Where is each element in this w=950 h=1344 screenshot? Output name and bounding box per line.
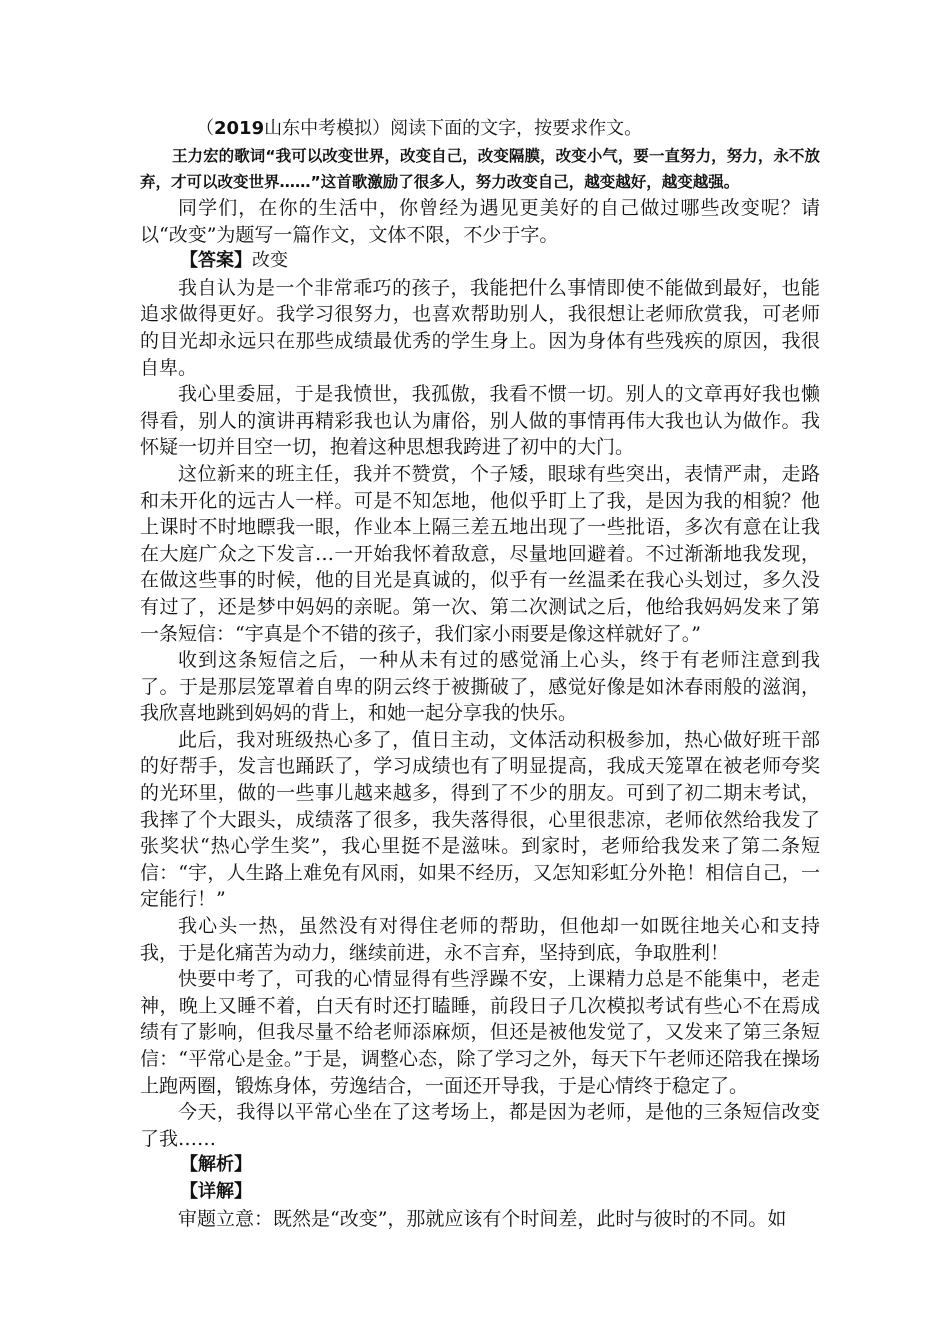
detail-label: 【详解】 xyxy=(180,1180,252,1202)
answer-label: 【答案】 xyxy=(180,250,252,272)
essay-paragraph: 此后，我对班级热心多了，值日主动，文体活动积极参加，热心做好班干部的好帮手，发言也踊跃了，学习成绩也有了明显提高，我成天笼罩在被老师夸奖的光环里，做的一些事儿越来越多，得到了不少的朋友。可到了初二期末考试，我摔了个大跟头，成绩落了很多，我失落得很，心里很悲凉，老师依然给我发了张奖状“热心学生奖”，我心里挺不是滋味。到家时，老师给我发来了第二条短信：“宇，人生路上难免有风雨，如果不经历，又怎知彩虹分外艳！相信自己，一定能行！” xyxy=(140,728,820,911)
essay-paragraph: 我自认为是一个非常乖巧的孩子，我能把什么事情即使不能做到最好，也能追求做得更好。我学习很努力，也喜欢帮助别人，我很想让老师欣赏我，可老师的目光却永远只在那些成绩最优秀的学生身上。因为身体有些残疾的原因，我很自卑。 xyxy=(140,276,820,379)
lyric-paragraph: 王力宏的歌词“我可以改变世界，改变自己，改变隔膜，改变小气，要一直努力，努力，永不放弃，才可以改变世界……”这首歌激励了很多人，努力改变自己，越变越好，越变越强。 xyxy=(140,147,820,191)
prompt-paragraph: 同学们，在你的生活中，你曾经为遇见更美好的自己做过哪些改变呢？请以“改变”为题写一篇作文，文体不限，不少于字。 xyxy=(140,197,820,246)
answer-heading xyxy=(140,248,820,275)
analysis-paragraph: 审题立意：既然是“改变”，那就应该有个时间差，此时与彼时的不同。如 xyxy=(178,1207,787,1230)
detail-heading xyxy=(140,1179,820,1206)
essay-paragraph: 收到这条短信之后，一种从未有过的感觉涌上心头，终于有老师注意到我了。于是那层笼罩着自卑的阴云终于被撕破了，感觉好像是如沐春雨般的滋润，我欣喜地跳到妈妈的背上，和她一起分享我的快乐。 xyxy=(140,649,820,725)
essay-paragraph: 这位新来的班主任，我并不赞赏，个子矮，眼球有些突出，表情严肃，走路和未开化的远古人一样。可是不知怎地，他似乎盯上了我，是因为我的相貌？他上课时不时地瞟我一眼，作业本上隔三差五地出现了一些批语，多次有意在让我在大庭广众之下发言…一开始我怀着敌意，尽量地回避着。不过渐渐地我发现，在做这些事的时候，他的目光是真诚的，似乎有一丝温柔在我心头划过，多久没有过了，还是梦中妈妈的亲昵。第一次、第二次测试之后，他给我妈妈发来了第一条短信：“宇真是个不错的孩子，我们家小雨要是像这样就好了。” xyxy=(140,462,820,645)
essay-paragraph: 我心里委屈，于是我愤世，我孤傲，我看不惯一切。别人的文章再好我也懒得看，别人的演讲再精彩我也认为庸俗，别人做的事情再伟大我也认为做作。我怀疑一切并目空一切，抱着这种思想我跨进了初中的大门。 xyxy=(140,383,820,459)
question-intro: （2019山东中考模拟）阅读下面的文字，按要求作文。 xyxy=(196,118,643,139)
essay-paragraph: 我心头一热，虽然没有对得住老师的帮助，但他却一如既往地关心和支持我，于是化痛苦为动力，继续前进，永不言弃，坚持到底，争取胜利！ xyxy=(140,915,820,964)
essay-title: 改变 xyxy=(252,250,288,272)
question-instruction: 山东中考模拟）阅读下面的文字，按要求作文。 xyxy=(264,118,643,139)
analysis-label: 【解析】 xyxy=(180,1154,252,1176)
question-year: 2019 xyxy=(214,118,265,139)
essay-paragraph: 今天，我得以平常心坐在了这考场上，都是因为老师，是他的三条短信改变了我…… xyxy=(140,1101,820,1150)
essay-paragraph: 快要中考了，可我的心情显得有些浮躁不安，上课精力总是不能集中，老走神，晚上又睡不着，白天有时还打瞌睡，前段日子几次模拟考试有些心不在焉成绩有了影响，但我尽量不给老师添麻烦，但还是被他发觉了，又发来了第三条短信：“平常心是金。”于是，调整心态，除了学习之外，每天下午老师还陪我在操场上跑两圈，锻炼身体，劳逸结合，一面还开导我，于是心情终于稳定了。 xyxy=(140,968,820,1097)
document-body xyxy=(140,115,820,1232)
analysis-heading xyxy=(140,1152,820,1179)
